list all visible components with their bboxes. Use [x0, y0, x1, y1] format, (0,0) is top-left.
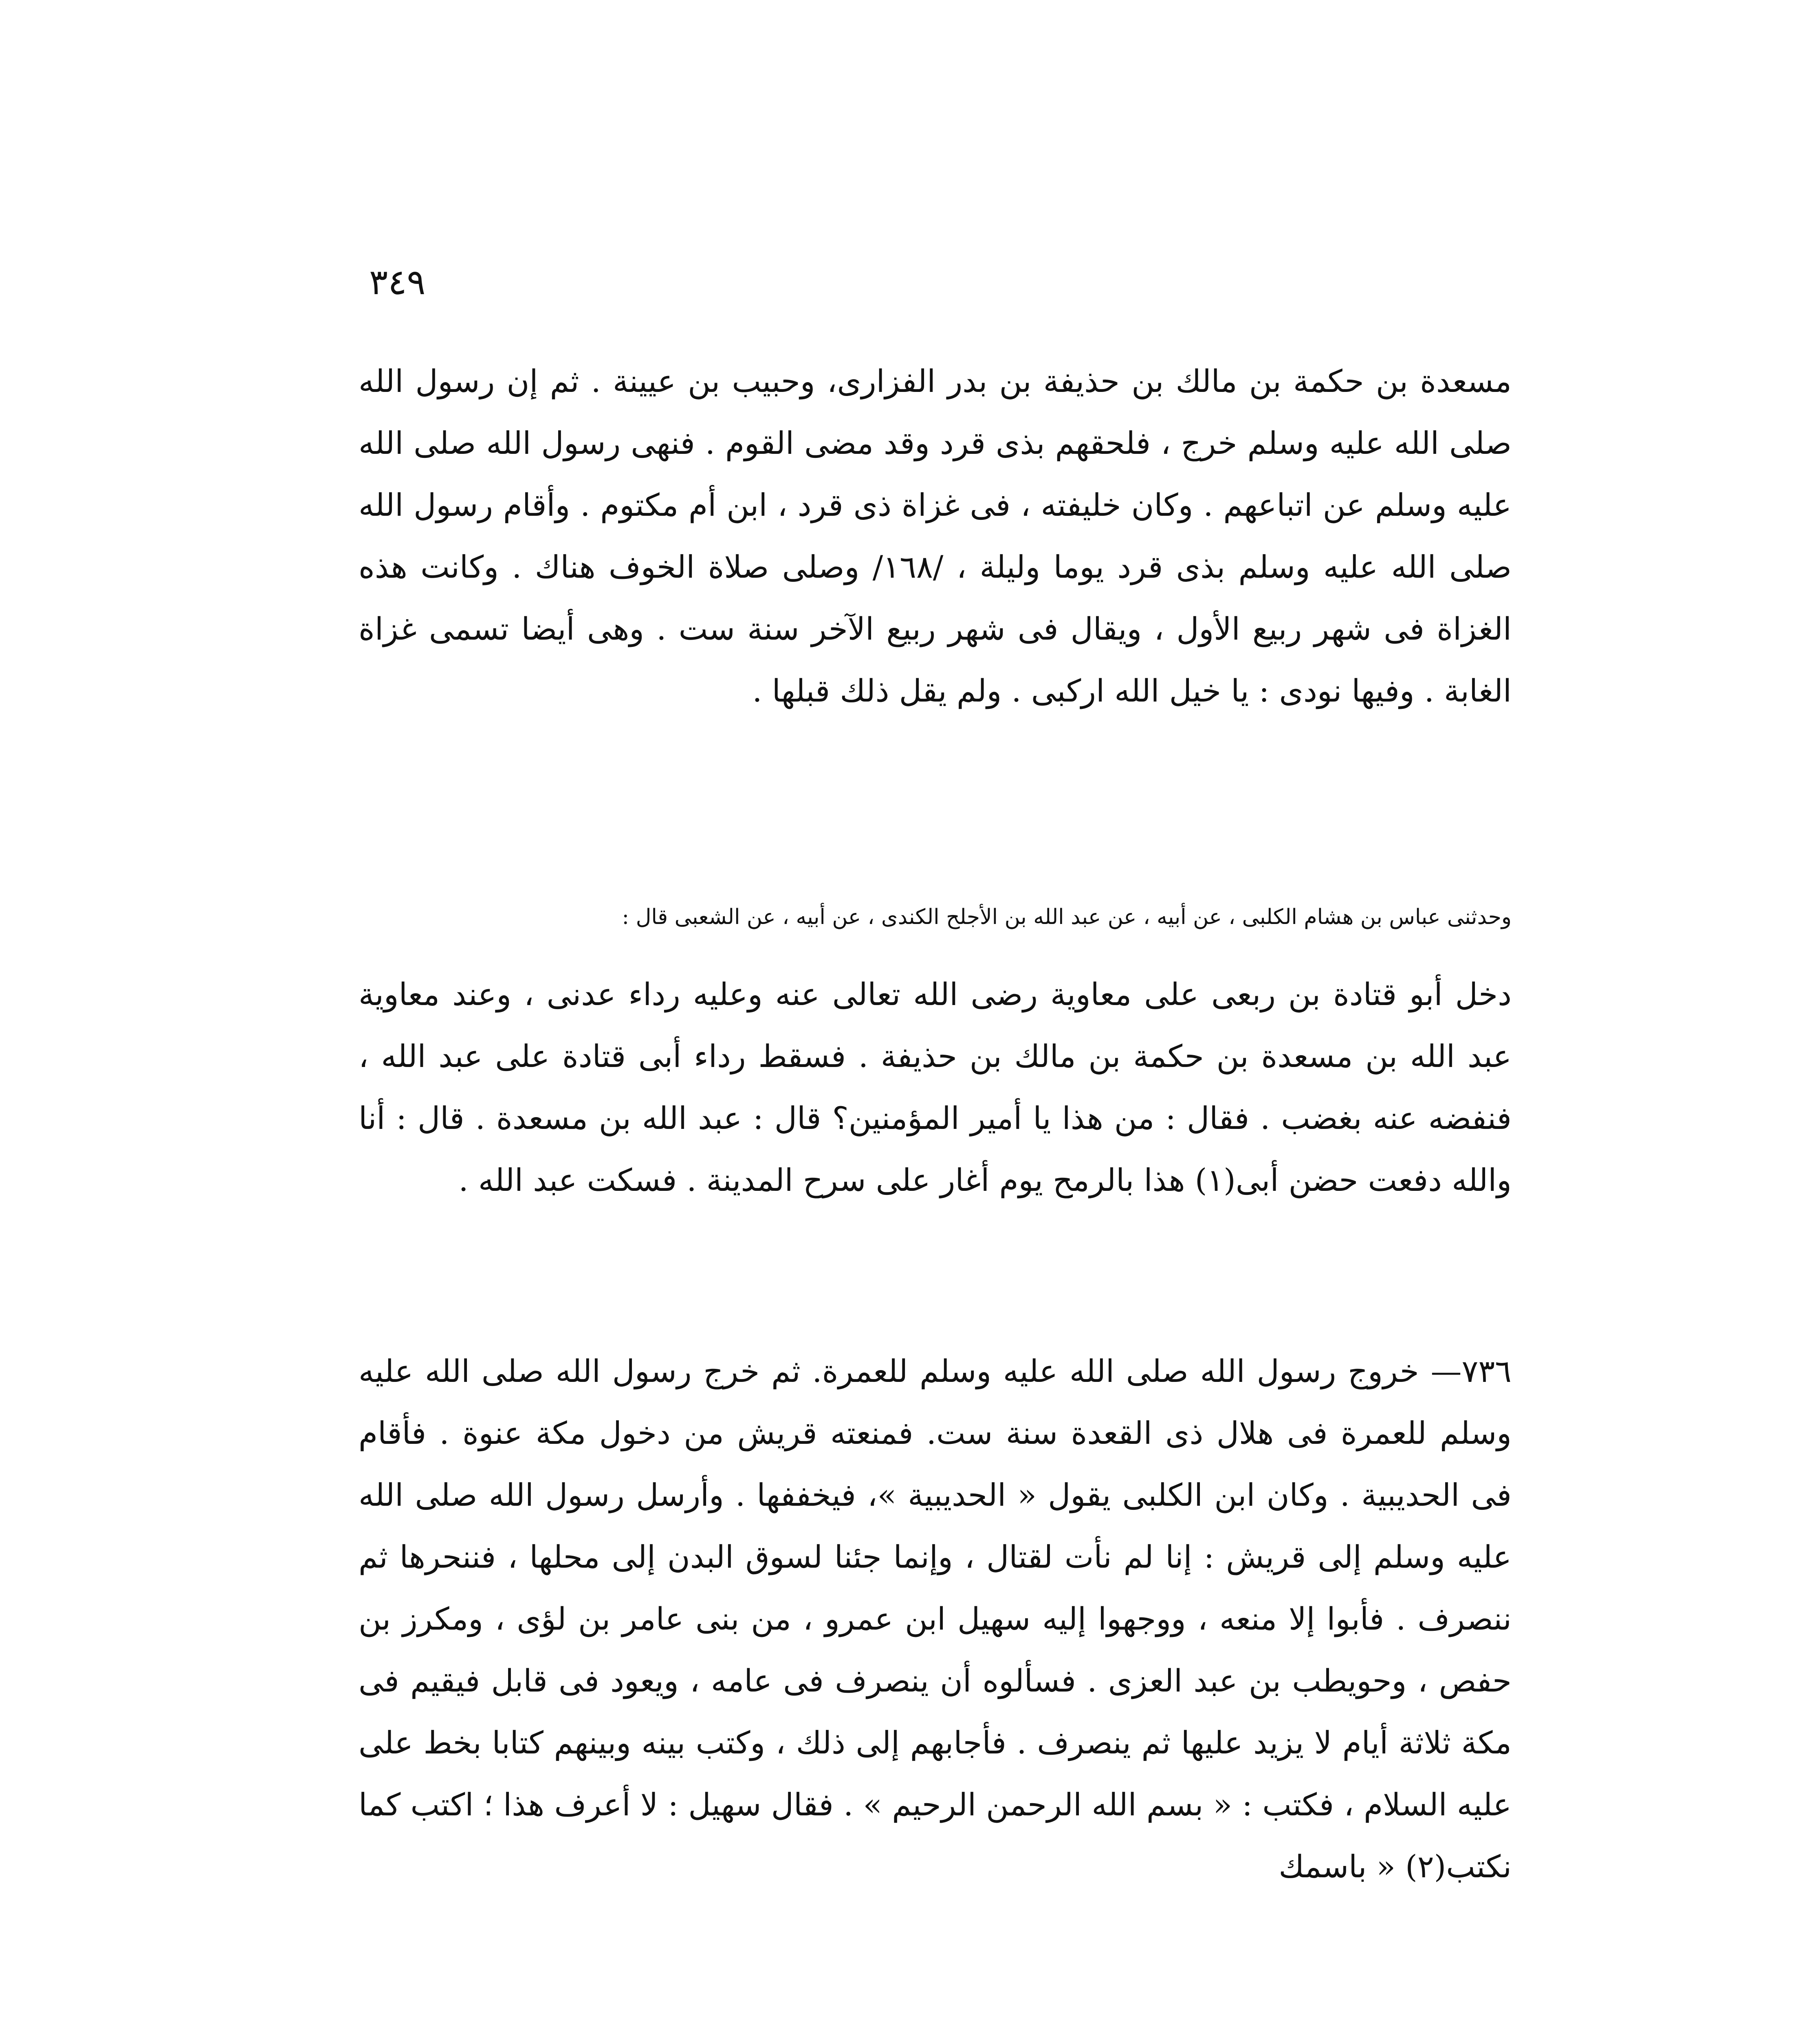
isnad-line: وحدثنى عباس بن هشام الكلبى ، عن أبيه ، عن عبد الله بن الأجلح الكندى ، عن أبيه ، عن الشعبى قال :	[622, 905, 1512, 929]
paragraph: دخل أبو قتادة بن ربعى على معاوية رضى الله تعالى عنه وعليه رداء عدنى ، وعند معاوية عبد الله بن مسعدة بن حكمة بن مالك بن حذيفة . فسقط رداء أبى قتادة على عبد الله ، فنفضه عنه بغضب . فقال : من هذا يا أمير المؤمنين؟ قال : عبد الله بن مسعدة . قال : أنا والله دفعت حضن أبى(١) هذا بالرمح يوم أغار على سرح المدينة . فسكت عبد الله .	[359, 976, 1512, 1198]
paragraph: ٧٣٦— خروج رسول الله صلى الله عليه وسلم للعمرة. ثم خرج رسول الله صلى الله عليه وسلم للعمرة فى هلال ذى القعدة سنة ست. فمنعته قريش من دخول مكة عنوة . فأقام فى الحديبية . وكان ابن الكلبى يقول « الحديبية »، فيخففها . وأرسل رسول الله صلى الله عليه وسلم إلى قريش : إنا لم نأت لقتال ، وإنما جئنا لسوق البدن إلى محلها ، فننحرها ثم ننصرف . فأبوا إلا منعه ، ووجهوا إليه سهيل ابن عمرو ، من بنى عامر بن لؤى ، ومكرز بن حفص ، وحويطب بن عبد العزى . فسألوه أن ينصرف فى عامه ، ويعود فى قابل فيقيم فى مكة ثلاثة أيام لا يزيد عليها ثم ينصرف . فأجابهم إلى ذلك ، وكتب بينه وبينهم كتابا بخط على عليه السلام ، فكتب : « بسم الله الرحمن الرحيم » . فقال سهيل : لا أعرف هذا ؛ اكتب كما نكتب(٢) « باسمك	[359, 1353, 1512, 1885]
paragraph: مسعدة بن حكمة بن مالك بن حذيفة بن بدر الفزارى، وحبيب بن عيينة . ثم إن رسول الله صلى الله عليه وسلم خرج ، فلحقهم بذى قرد وقد مضى القوم . فنهى رسول الله صلى الله عليه وسلم عن اتباعهم . وكان خليفته ، فى غزاة ذى قرد ، ابن أم مكتوم . وأقام رسول الله صلى الله عليه وسلم بذى قرد يوما وليلة ، /١٦٨/ وصلى صلاة الخوف هناك . وكانت هذه الغزاة فى شهر ربيع الأول ، ويقال فى شهر ربيع الآخر سنة ست . وهى أيضا تسمى غزاة الغابة . وفيها نودى : يا خيل الله اركبى . ولم يقل ذلك قبلها .	[359, 363, 1512, 709]
main-text-block-1	[359, 350, 1512, 722]
main-text-block-3	[359, 1340, 1512, 1898]
main-text-block-2	[359, 964, 1512, 1211]
page-number: ٣٤٩	[369, 262, 426, 303]
